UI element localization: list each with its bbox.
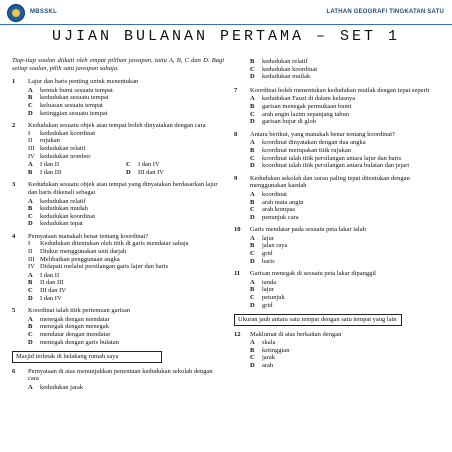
option-b[interactable]: B kedudukan sesuatu tempat [28, 94, 109, 102]
option-a[interactable]: A tanda [250, 278, 277, 286]
option-a[interactable]: A koordinat dinyatakan dengan dua angka [250, 139, 366, 147]
option-b[interactable]: B jalan raya [250, 242, 288, 250]
question-5 [12, 307, 224, 346]
question-text: Garisan menegak di sesuatu peta lakar dipanggil [250, 270, 376, 278]
question-number: 11 [234, 270, 241, 278]
question-text: Antara berikut, yang manakah benar tentang koordinat? [250, 130, 395, 138]
question-number: 12 [234, 330, 241, 338]
option-d[interactable]: D menegak dengan garis bulatan [28, 338, 119, 346]
option-b[interactable]: B koordinat merupakan titik rujukan [250, 146, 351, 154]
question-text: Kedudukan sekolah dan surau paling tepat ditentukan dengan menggunakan kaedah [250, 174, 410, 190]
option-a[interactable]: A koordinat [250, 190, 287, 198]
question-number: 7 [234, 86, 238, 94]
page-header [0, 0, 452, 26]
question-12 [234, 331, 444, 370]
school-logo-icon [7, 4, 25, 22]
statement: II Diukur menggunakan unit darjah [28, 248, 127, 256]
question-3 [12, 181, 224, 228]
question-text: Garis mendatar pada sesuatu peta lakar ialah [250, 226, 366, 234]
option-d[interactable]: D penunjuk cara [250, 213, 299, 221]
option-d[interactable]: D kedudukan mutlak [250, 73, 311, 81]
question-11 [234, 270, 444, 309]
option-c[interactable]: C arah kompas [250, 206, 296, 214]
option-a[interactable]: A bentuk bumi sesuatu tempat [28, 86, 113, 94]
option-c[interactable]: C kedudukan koordinat [28, 212, 96, 220]
option-a[interactable]: A kedudukan Fauzi di dalam kelasnya [250, 95, 356, 103]
option-b[interactable]: B lajur [250, 286, 274, 294]
option-d[interactable]: D grid [250, 301, 273, 309]
option-d[interactable]: D garisan bujur di glob [250, 118, 316, 126]
option-d[interactable]: D arah [250, 362, 274, 369]
option-a[interactable]: A kedudukan relatif [28, 197, 86, 205]
option-d[interactable]: D ketinggian sesuatu tempat [28, 109, 108, 117]
right-column [234, 57, 444, 375]
question-10 [234, 226, 444, 265]
statement: IV Didapati melalui persilangan garis lajur dan baris [28, 263, 169, 271]
option-c[interactable]: C I dan IV [126, 161, 160, 169]
stimulus-box: Ukuran jauh antara satu tempat dengan satu tempat yang lain [234, 314, 402, 325]
question-number: 9 [234, 174, 238, 182]
option-c[interactable]: C koordinat ialah titik persilangan antara lajur dan baris [250, 154, 402, 162]
option-b[interactable]: B arah mata angin [250, 198, 304, 206]
option-c[interactable]: C arah angin lazim sepanjang tahun [250, 110, 349, 118]
question-9 [234, 175, 444, 222]
statement: II rujukan [28, 137, 60, 145]
question-6-continued [234, 58, 444, 81]
question-text: Kedudukan sesuatu objek atau tempat boleh dinyatakan dengan cara [28, 122, 206, 130]
option-b[interactable]: B ketinggian [250, 346, 290, 354]
option-d[interactable]: D III dan IV [126, 168, 164, 176]
question-text: Maklumat di atas berkaitan dengan [250, 330, 342, 338]
option-a[interactable]: A I dan II [28, 271, 60, 279]
statement: IV kedudukan nombor [28, 152, 91, 160]
option-a[interactable]: A kedudukan jarak [28, 383, 84, 391]
statement: III Melibatkan penggunaan angka [28, 255, 120, 263]
option-b[interactable]: B menegak dengan menegak [28, 323, 109, 331]
option-b[interactable]: B II dan III [28, 279, 64, 287]
left-column [12, 57, 224, 396]
question-text: Kedudukan sesuatu objek atau tempat yang dinyatakan berdasarkan lajur dan baris dikenali sebagai [28, 181, 218, 196]
question-text: Koordinat ialah titik pertemuan garisan [28, 307, 131, 315]
question-8 [234, 131, 444, 170]
question-7 [234, 87, 444, 126]
option-b[interactable]: B I dan III [28, 168, 62, 176]
stimulus-box: Masjid terletak di belakang rumah saya [12, 351, 162, 362]
option-d[interactable]: D baris [250, 257, 275, 265]
option-c[interactable]: C mendatar dengan mendatar [28, 331, 111, 338]
option-b[interactable]: B kedudukan relatif [250, 58, 308, 65]
option-a[interactable]: A I dan II [28, 161, 60, 169]
question-number: 6 [12, 367, 16, 375]
page-title: UJIAN BULANAN PERTAMA – SET 1 [51, 28, 401, 45]
option-a[interactable]: A skala [250, 339, 276, 347]
option-c[interactable]: C petunjuk [250, 294, 285, 302]
question-number: 2 [12, 122, 16, 130]
option-d[interactable]: D kedudukan tepat [28, 220, 83, 228]
option-d[interactable]: D I dan IV [28, 294, 62, 302]
question-number: 8 [234, 130, 238, 138]
subject-title: LATHAN GEOGRAFI TINGKATAN SATU [326, 9, 444, 15]
statement: I kedudukan koordinat [28, 129, 96, 137]
option-c[interactable]: C grid [250, 250, 273, 258]
question-number: 4 [12, 232, 16, 240]
question-4 [12, 233, 224, 302]
question-2 [12, 122, 224, 176]
question-number: 1 [12, 78, 16, 86]
question-text: Pernyataan di atas menunjukkan penentuan kedudukan sekolah dengan cara [28, 367, 213, 383]
school-name: MBSSKL [30, 9, 58, 15]
question-text: Lajur dan baris penting untuk menentukan [28, 78, 139, 86]
option-b[interactable]: B kedudukan mudah [28, 205, 88, 213]
option-c[interactable]: C kedudukan koordinat [250, 65, 318, 73]
option-d[interactable]: D koordinat ialah titik persilangan antara bulatan dan jejari [250, 162, 410, 170]
option-a[interactable]: A menegak dengan mendatar [28, 315, 110, 323]
option-b[interactable]: B garisan menegak permukaan bumi [250, 102, 352, 110]
question-1 [12, 78, 224, 117]
statement: I Kedudukan ditentukan oleh titik di garis mendatar sahaja [28, 240, 189, 248]
instructions: Tiap-tiap soalan diikuti oleh empat pilihan jawapan, iaitu A, B, C dan D. Bagi setiap soalan, pilih satu jawapan sahaja. [12, 57, 224, 72]
header-divider [0, 24, 452, 25]
option-c[interactable]: C jarak [250, 354, 275, 362]
question-text: Koordinat boleh menentukan kedudukan mutlak dengan tepat seperti [250, 86, 430, 94]
statement: III kedudukan relatif [28, 144, 86, 152]
question-number: 3 [12, 181, 16, 189]
question-6 [12, 368, 224, 392]
question-number: 10 [234, 226, 241, 234]
option-a[interactable]: A lajur [250, 234, 274, 242]
option-c[interactable]: C III dan IV [28, 287, 66, 295]
option-c[interactable]: C keluasan sesuatu tempat [28, 101, 103, 109]
question-number: 5 [12, 307, 16, 315]
question-text: Pernyataan manakah benar tentang koordinat? [28, 232, 149, 240]
